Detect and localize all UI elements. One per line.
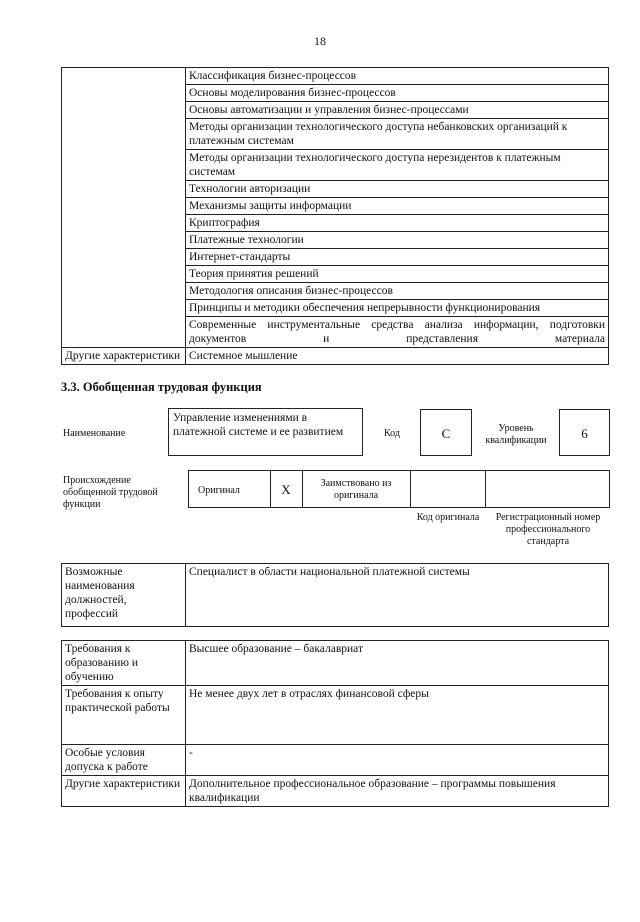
knowledge-item: Классификация бизнес-процессов bbox=[186, 68, 609, 85]
knowledge-item: Платежные технологии bbox=[186, 232, 609, 249]
table-row bbox=[62, 68, 609, 85]
positions-table bbox=[61, 563, 609, 627]
knowledge-item: Технологии авторизации bbox=[186, 181, 609, 198]
positions-value: Специалист в области национальной платежной системы bbox=[186, 564, 609, 627]
knowledge-item: Методы организации технологического доступа нерезидентов к платежным системам bbox=[186, 150, 609, 181]
education-label: Требования к образованию и обучению bbox=[62, 641, 186, 686]
other-characteristics-value: Системное мышление bbox=[186, 348, 609, 365]
other-value: Дополнительное профессиональное образование – программы повышения квалификации bbox=[186, 776, 609, 807]
name-value: Управление изменениями в платежной системе и ее развитием bbox=[168, 408, 363, 456]
knowledge-label-cell bbox=[62, 68, 186, 348]
origin-label: Происхождение обобщенной трудовой функции bbox=[63, 475, 158, 510]
level-label: Уровень квалификации bbox=[485, 423, 547, 446]
level-value: 6 bbox=[559, 409, 610, 456]
table-row bbox=[62, 641, 609, 686]
section-heading: 3.3. Обобщенная трудовая функция bbox=[61, 380, 262, 394]
requirements-table bbox=[61, 640, 609, 807]
knowledge-item: Основы автоматизации и управления бизнес-процессами bbox=[186, 102, 609, 119]
table-row bbox=[62, 348, 609, 365]
admission-label: Особые условия допуска к работе bbox=[62, 745, 186, 776]
page-number: 18 bbox=[314, 34, 326, 48]
knowledge-item: Криптография bbox=[186, 215, 609, 232]
knowledge-item: Механизмы защиты информации bbox=[186, 198, 609, 215]
code-value: C bbox=[420, 409, 472, 456]
table-row bbox=[62, 776, 609, 807]
borrowed-label: Заимствовано из оригинала bbox=[320, 478, 392, 501]
knowledge-item: Методология описания бизнес-процессов bbox=[186, 283, 609, 300]
code-label: Код bbox=[384, 428, 400, 439]
positions-label: Возможные наименования должностей, профессий bbox=[62, 564, 186, 627]
other-characteristics-label: Другие характеристики bbox=[62, 348, 186, 365]
experience-label: Требования к опыту практической работы bbox=[62, 686, 186, 745]
code-original-caption: Код оригинала bbox=[416, 512, 480, 523]
knowledge-item: Интернет-стандарты bbox=[186, 249, 609, 266]
knowledge-item: Основы моделирования бизнес-процессов bbox=[186, 85, 609, 102]
original-mark: X bbox=[281, 482, 291, 497]
knowledge-item: Современные инструментальные средства анализа информации, подготовки документов и представления материала bbox=[186, 317, 609, 348]
knowledge-item: Теория принятия решений bbox=[186, 266, 609, 283]
origin-divider bbox=[410, 470, 411, 508]
knowledge-item: Принципы и методики обеспечения непрерывности функционирования bbox=[186, 300, 609, 317]
origin-divider bbox=[485, 470, 486, 508]
other-label: Другие характеристики bbox=[62, 776, 186, 807]
table-row bbox=[62, 745, 609, 776]
origin-divider bbox=[302, 470, 303, 508]
knowledge-table bbox=[61, 67, 609, 365]
experience-value: Не менее двух лет в отраслях финансовой сферы bbox=[186, 686, 609, 745]
education-value: Высшее образование – бакалавриат bbox=[186, 641, 609, 686]
knowledge-item: Методы организации технологического доступа небанковских организаций к платежным системам bbox=[186, 119, 609, 150]
original-label: Оригинал bbox=[198, 485, 240, 496]
table-row bbox=[62, 564, 609, 627]
reg-number-caption: Регистрационный номер профессионального стандарта bbox=[495, 512, 601, 547]
admission-value: - bbox=[186, 745, 609, 776]
name-label: Наименование bbox=[63, 428, 126, 439]
table-row bbox=[62, 686, 609, 745]
